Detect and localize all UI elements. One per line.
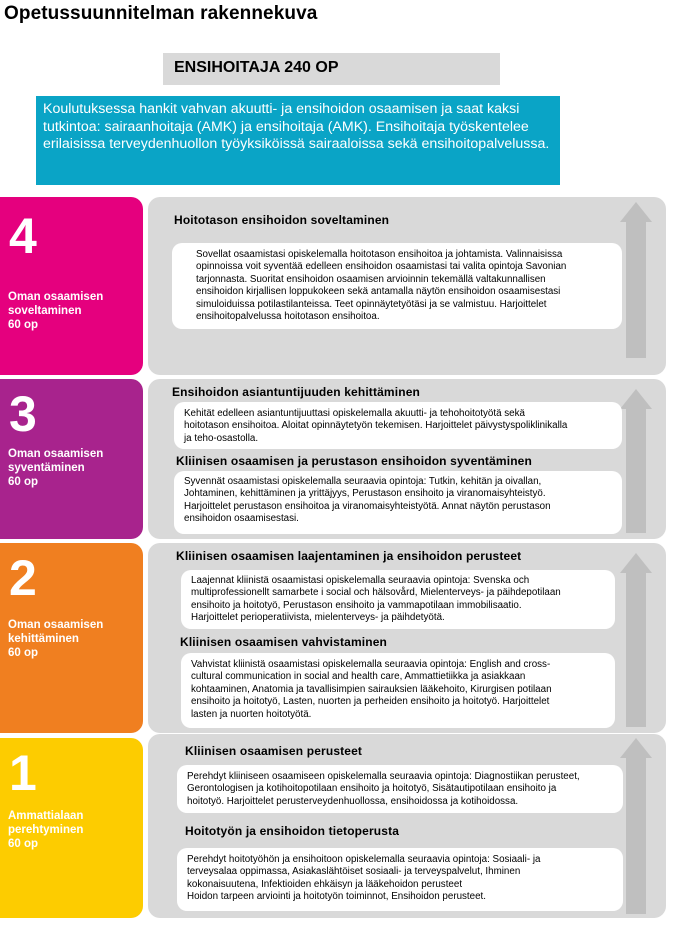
section-text-box: Perehdyt hoitotyöhön ja ensihoitoon opiskelemalla seuraavia opintoja: Sosiaali- ja terveysalaa oppimassa, Asiakaslähtöiset sosiaali- ja terveyspalvelut, Ihminen kokonaisuutena, Infektioiden ehkäisyn ja lääkehoidon perusteet Hoidon tarpeen arviointi ja hoitotyön toiminnot, Ensihoidon perusteet. [177, 848, 623, 911]
level-2-block [0, 543, 143, 733]
level-1-block [0, 738, 143, 918]
section-text-box: Sovellat osaamistasi opiskelemalla hoitotason ensihoitoa ja johtamista. Valinnaisissa opinnoissa voit syventää edelleen ensihoidon osaamistasi tai valita opintoja Savonian tarjonnasta. Suoritat ensihoidon osaamisen arvioinnin tekemällä valtakunnallisen ensihoidon kirjallisen loppukokeen sekä antamalla näytön ensihoidon osaamisestasi simuloiduissa potilastilanteissa. Teet opinnäytetyötäsi ja se valmistuu. Harjoittelet ensihoitopalvelussa hoitotason ensihoitoa. [172, 243, 622, 329]
section-heading: Kliinisen osaamisen perusteet [185, 744, 363, 758]
section-heading: Kliinisen osaamisen laajentaminen ja ensihoidon perusteet [176, 549, 522, 563]
level-label: Oman osaamisen kehittäminen 60 op [8, 619, 104, 659]
program-title: ENSIHOITAJA 240 OP [163, 53, 500, 85]
level-label: Ammattialaan perehtyminen 60 op [8, 810, 84, 850]
section-heading: Kliinisen osaamisen ja perustason ensihoidon syventäminen [176, 454, 532, 468]
level-number: 4 [9, 208, 37, 264]
level-number: 3 [9, 386, 37, 442]
level-1-panel [148, 734, 666, 918]
section-heading: Ensihoidon asiantuntijuuden kehittäminen [172, 385, 421, 399]
section-text-box: Vahvistat kliinistä osaamistasi opiskelemalla seuraavia opintoja: English and cross- cultural communication in social and health care, Ammattietiikka ja asiakkaan kohtaaminen, Anatomia ja tavallisimpien sairauksien lääkehoito, Kirurgisen potilaan ensihoito ja hoitotyö, Lasten, nuorten ja perheiden ensihoito ja hoitotyö. Harjoittelet lasten ja nuorten hoitotyötä. [181, 653, 615, 728]
page-title: Opetussuunnitelman rakennekuva [4, 3, 318, 24]
level-label: Oman osaamisen syventäminen 60 op [8, 448, 104, 488]
section-text-box: Syvennät osaamistasi opiskelemalla seuraavia opintoja: Tutkin, kehitän ja oivallan, Johtaminen, kehittäminen ja yrittäjyys, Perustason ensihoito ja viranomaisyhteistyö. Harjoittelet perustason ensihoitoa ja viranomaisyhteistyötä. Annat näytön perustason ensihoidon osaamisestasi. [174, 471, 622, 534]
level-4-block [0, 197, 143, 375]
up-arrow-icon [618, 738, 654, 914]
level-3-block [0, 379, 143, 539]
section-text-box: Kehität edelleen asiantuntijuuttasi opiskelemalla akuutti- ja tehohoitotyötä sekä hoitotason ensihoitoa. Aloitat opinnäytetyön tekemisen. Harjoittelet päivystyspoliklinikalla ja teho-osastolla. [174, 402, 622, 449]
section-heading: Kliinisen osaamisen vahvistaminen [180, 635, 388, 649]
intro-text: Koulutuksessa hankit vahvan akuutti- ja ensihoidon osaamisen ja saat kaksi tutkintoa: sairaanhoitaja (AMK) ja ensihoitaja (AMK). Ensihoitaja työskentelee erilaisissa terveydenhuollon työyksiköissä sairaaloissa sekä ensihoitopalvelussa. [36, 96, 560, 185]
up-arrow-icon [618, 202, 654, 362]
section-text-box: Perehdyt kliiniseen osaamiseen opiskelemalla seuraavia opintoja: Diagnostiikan perusteet, Gerontologisen ja kotihoitopotilaan ensihoito ja hoitotyö, Sisätautipotilaan ensihoito ja hoitotyö. Harjoittelet perusterveydenhuollossa, ensihoidossa ja kotihoidossa. [177, 765, 623, 813]
section-heading: Hoitotyön ja ensihoidon tietoperusta [185, 824, 400, 838]
level-number: 2 [9, 550, 37, 606]
up-arrow-icon [618, 553, 654, 729]
section-text-box: Laajennat kliinistä osaamistasi opiskelemalla seuraavia opintoja: Svenska och multiprofessionellt samarbete i social och hälsovård, Mielenterveys- ja päihdepotilaan ensihoito ja hoitotyö, Perustason ensihoito ja vammapotilaan immobilisaatio. Harjoittelet perioperatiivista, mielenterveys- ja päihdetyötä. [181, 570, 615, 629]
level-2-panel [148, 543, 666, 733]
level-3-panel [148, 379, 666, 539]
up-arrow-icon [618, 389, 654, 535]
level-label: Oman osaamisen soveltaminen 60 op [8, 291, 104, 331]
section-heading: Hoitotason ensihoidon soveltaminen [174, 213, 390, 227]
level-number: 1 [9, 745, 37, 801]
level-4-panel [148, 197, 666, 375]
